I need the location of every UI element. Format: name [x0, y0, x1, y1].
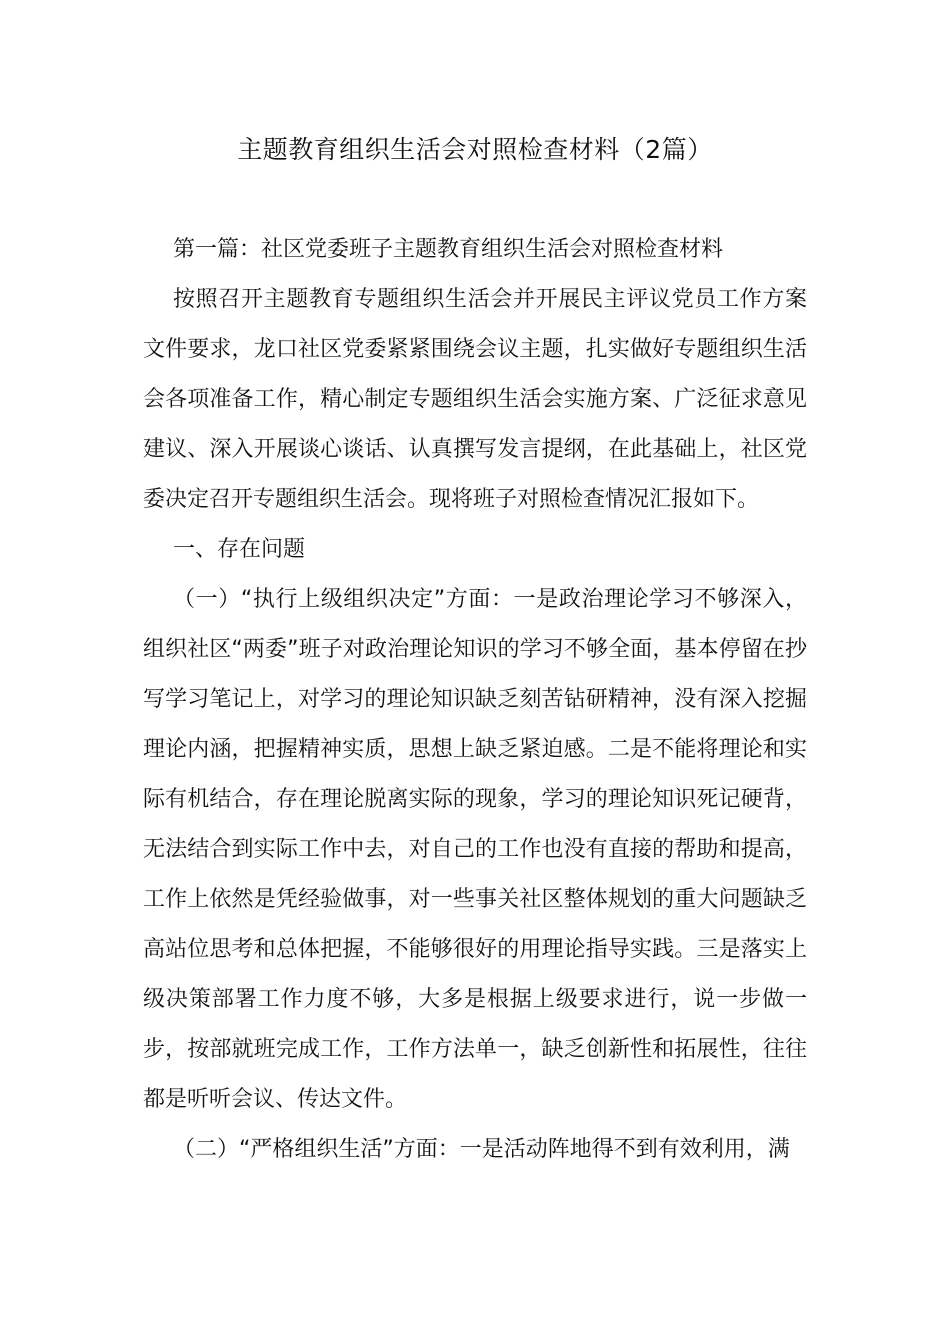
body-paragraph-intro: 按照召开主题教育专题组织生活会并开展民主评议党员工作方案文件要求，龙口社区党委紧紧围绕会议主题，扎实做好专题组织生活会各项准备工作，精心制定专题组织生活会实施方案、广泛征求意见建议、深入开展谈心谈话、认真撰写发言提纲，在此基础上，社区党委决定召开专题组织生活会。现将班子对照检查情况汇报如下。: [143, 287, 807, 512]
section-heading-first-article: 第一篇：社区党委班子主题教育组织生活会对照检查材料: [173, 237, 724, 262]
document-body: [143, 225, 807, 1175]
body-paragraph-item-1: （一）“执行上级组织决定”方面：一是政治理论学习不够深入，组织社区“两委”班子对政治理论知识的学习不够全面，基本停留在抄写学习笔记上，对学习的理论知识缺乏刻苦钻研精神，没有深入挖掘理论内涵，把握精神实质，思想上缺乏紧迫感。二是不能将理论和实际有机结合，存在理论脱离实际的现象，学习的理论知识死记硬背，无法结合到实际工作中去，对自己的工作也没有直接的帮助和提高，工作上依然是凭经验做事，对一些事关社区整体规划的重大问题缺乏高站位思考和总体把握，不能够很好的用理论指导实践。三是落实上级决策部署工作力度不够，大多是根据上级要求进行，说一步做一步，按部就班完成工作，工作方法单一，缺乏创新性和拓展性，往往都是听听会议、传达文件。: [143, 587, 807, 1112]
document-title: 主题教育组织生活会对照检查材料（2篇）: [237, 135, 713, 164]
body-paragraph-item-2: （二）“严格组织生活”方面：一是活动阵地得不到有效利用，满: [173, 1137, 790, 1162]
section-heading-problems: 一、存在问题: [173, 537, 306, 562]
